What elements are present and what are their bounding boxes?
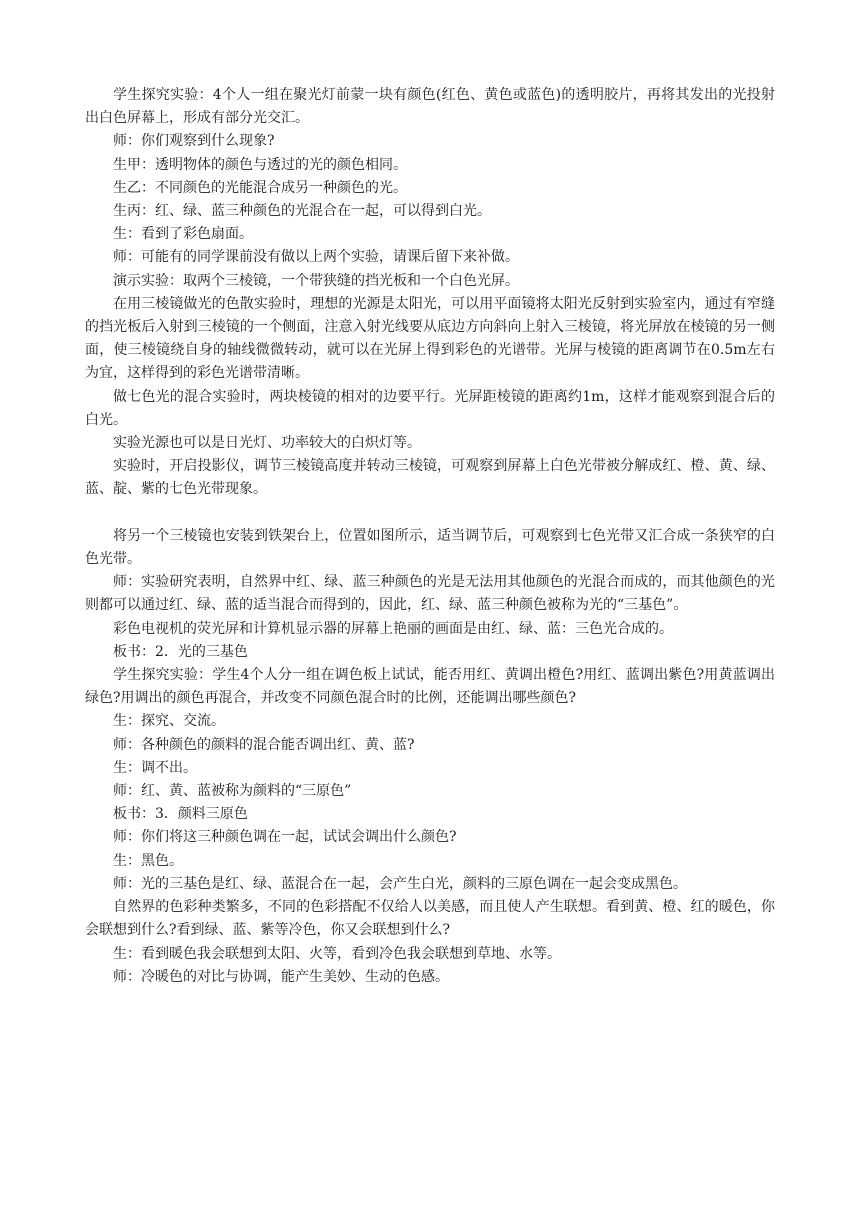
paragraph-student-cannot: 生：调不出。 xyxy=(113,759,197,776)
paragraph-demo-experiment: 演示实验：取两个三棱镜，一个带狭缝的挡光板和一个白色光屏。 xyxy=(113,272,519,289)
paragraph-student-associations: 生：看到暖色我会联想到太阳、火等，看到冷色我会联想到草地、水等。 xyxy=(113,945,561,962)
document-body xyxy=(85,84,775,989)
paragraph-student-black: 生：黑色。 xyxy=(113,852,183,869)
paragraph-teacher-mix-q: 师：你们将这三种颜色调在一起，试试会调出什么颜色? xyxy=(113,829,457,846)
paragraph-teacher-summary: 师：光的三基色是红、绿、蓝混合在一起，会产生白光，颜料的三原色调在一起会变成黑色。 xyxy=(113,875,687,892)
paragraph-tv-screen: 彩色电视机的荧光屏和计算机显示器的屏幕上艳丽的画面是由红、绿、蓝：三色光合成的。 xyxy=(113,620,673,637)
paragraph-board-3: 板书：3．颜料三原色 xyxy=(113,806,248,823)
paragraph-teacher-pigment-q: 师：各种颜色的颜料的混合能否调出红、黄、蓝? xyxy=(113,736,415,753)
blank-line xyxy=(85,502,775,525)
paragraph-teacher-warm-cool: 师：冷暖色的对比与协调，能产生美妙、生动的色感。 xyxy=(113,968,449,985)
paragraph-student-b: 生乙：不同颜色的光能混合成另一种颜色的光。 xyxy=(113,179,407,196)
paragraph-light-source: 实验光源也可以是日光灯、功率较大的白炽灯等。 xyxy=(113,435,421,452)
paragraph-prism-dispersion: 在用三棱镜做光的色散实验时，理想的光源是太阳光，可以用平面镜将太阳光反射到实验室内，通过有窄缝的挡光板后入射到三棱镜的一个侧面，注意入射光线要从底边方向斜向上射入三棱镜，将光屏放在棱镜的另一侧面，使三棱镜绕自身的轴线微微转动，就可以在光屏上得到彩色的光谱带。光屏与棱镜的距离调节在0.5m左右为宜，这样得到的彩色光谱带清晰。 xyxy=(85,295,775,382)
paragraph-student-experiment-2: 学生探究实验：学生4个人分一组在调色板上试试，能否用红、黄调出橙色?用红、蓝调出紫色?用黄蓝调出绿色?用调出的颜色再混合，并改变不同颜色混合时的比例，还能调出哪些颜色? xyxy=(85,667,775,707)
paragraph-student-c: 生丙：红、绿、蓝三种颜色的光混合在一起，可以得到白光。 xyxy=(113,203,491,220)
paragraph-three-primary-light: 师：实验研究表明，自然界中红、绿、蓝三种颜色的光是无法用其他颜色的光混合而成的，而其他颜色的光则都可以通过红、绿、蓝的适当混合而得到的，因此，红、绿、蓝三种颜色被称为光的“三基色”。 xyxy=(85,574,775,614)
paragraph-nature-colors: 自然界的色彩种类繁多，不同的色彩搭配不仅给人以美感，而且使人产生联想。看到黄、橙、红的暖色，你会联想到什么?看到绿、蓝、紫等冷色，你又会联想到什么? xyxy=(85,899,775,939)
paragraph-student-explore: 生：探究、交流。 xyxy=(113,713,225,730)
paragraph-student-a: 生甲：透明物体的颜色与透过的光的颜色相同。 xyxy=(113,156,407,173)
paragraph-student-fan: 生：看到了彩色扇面。 xyxy=(113,226,253,243)
paragraph-teacher-question: 师：你们观察到什么现象? xyxy=(113,133,275,150)
paragraph-projector: 实验时，开启投影仪，调节三棱镜高度并转动三棱镜，可观察到屏幕上白色光带被分解成红、橙、黄、绿、蓝、靛、紫的七色光带现象。 xyxy=(85,458,775,498)
paragraph-second-prism: 将另一个三棱镜也安装到铁架台上，位置如图所示，适当调节后，可观察到七色光带又汇合成一条狭窄的白色光带。 xyxy=(85,527,775,568)
paragraph-student-experiment-1: 学生探究实验：4个人一组在聚光灯前蒙一块有颜色(红色、黄色或蓝色)的透明胶片，再将其发出的光投射出白色屏幕上，形成有部分光交汇。 xyxy=(85,87,775,127)
paragraph-teacher-makeup: 师：可能有的同学课前没有做以上两个实验，请课后留下来补做。 xyxy=(113,249,519,266)
paragraph-teacher-pigment-primary: 师：红、黄、蓝被称为颜料的“三原色” xyxy=(113,783,352,800)
paragraph-seven-color-mix: 做七色光的混合实验时，两块棱镜的相对的边要平行。光屏距棱镜的距离约1m，这样才能观察到混合后的白光。 xyxy=(85,388,775,428)
paragraph-board-2: 板书：2．光的三基色 xyxy=(113,643,248,660)
